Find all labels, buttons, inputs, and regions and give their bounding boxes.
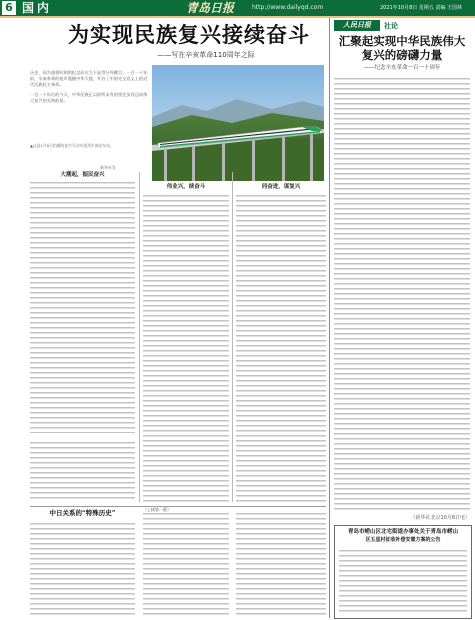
article-intro: 一百一十年后的今天，中华民族正以前所未有的坚定步伐迈向伟大复兴的光明前景。 bbox=[30, 92, 148, 103]
text-column-1 bbox=[30, 180, 135, 502]
bottom-article-rule bbox=[30, 506, 326, 507]
inline-subheading bbox=[30, 433, 135, 439]
text-column-2 bbox=[143, 193, 229, 502]
train-photo bbox=[152, 65, 324, 181]
issue-date: 2021年10月8日 星期五 责编 王国林 bbox=[380, 5, 463, 11]
bottom-text-1 bbox=[30, 521, 135, 617]
column-rule-1 bbox=[139, 172, 140, 502]
column-heading-1: 大潮起，振民奋兴 bbox=[30, 172, 135, 179]
main-headline: 为实现民族复兴接续奋斗 bbox=[68, 22, 310, 47]
bottom-text-3 bbox=[236, 511, 326, 617]
train-photo-illustration bbox=[152, 65, 324, 181]
editorial-logo: 人民日报 bbox=[334, 20, 380, 31]
bottom-headline: 中日关系的“特殊历史” bbox=[30, 509, 135, 518]
column-heading-3: 同奋进，谋复兴 bbox=[236, 184, 326, 191]
masthead-rule bbox=[0, 16, 475, 18]
page-divider bbox=[329, 18, 330, 618]
newspaper-logo: 青岛日报 bbox=[186, 1, 235, 15]
editorial-label: 社论 bbox=[384, 22, 398, 30]
photo-credit: 新华社发 bbox=[100, 165, 116, 170]
column-heading-2: 伟业兴，续奋斗 bbox=[143, 184, 229, 191]
text-column-3 bbox=[236, 193, 326, 502]
public-notice bbox=[334, 525, 472, 619]
continued-label: （上接第一版） bbox=[143, 507, 171, 512]
notice-title-line1: 青岛市崂山区北宅街道办事处关于青岛市崂山 bbox=[347, 529, 458, 535]
notice-title-line2: 区五星村征收补偿安置方案的公告 bbox=[365, 537, 441, 543]
page-number: 6 bbox=[2, 1, 16, 15]
article-lede: 历史，因为重要时刻的纪念而在当下显得分外醒目；一百一十年前，辛亥革命的枪声震撼中华大地，开启了中国完全意义上的近代民族民主革命。 bbox=[30, 70, 148, 87]
column-rule-2 bbox=[232, 172, 233, 502]
bottom-text-2 bbox=[143, 511, 229, 617]
photo-caption: ▲这是1月6日拍摄的复兴号动车组列车驶出车站。 bbox=[30, 143, 114, 148]
editorial-title: 汇聚起实现中华民族伟大复兴的磅礴力量 bbox=[338, 34, 466, 62]
editorial-body bbox=[334, 76, 470, 512]
section-title: 国内 bbox=[22, 1, 53, 15]
editorial-author: （新华社北京10月8日电） bbox=[410, 515, 470, 521]
editorial-subtitle: ——纪念辛亥革命一百一十周年 bbox=[363, 65, 441, 71]
main-subheadline: ——写在辛亥革命110周年之际 bbox=[157, 51, 255, 59]
website-url: http://www.dailyqd.com bbox=[252, 4, 324, 11]
notice-body bbox=[339, 548, 467, 614]
